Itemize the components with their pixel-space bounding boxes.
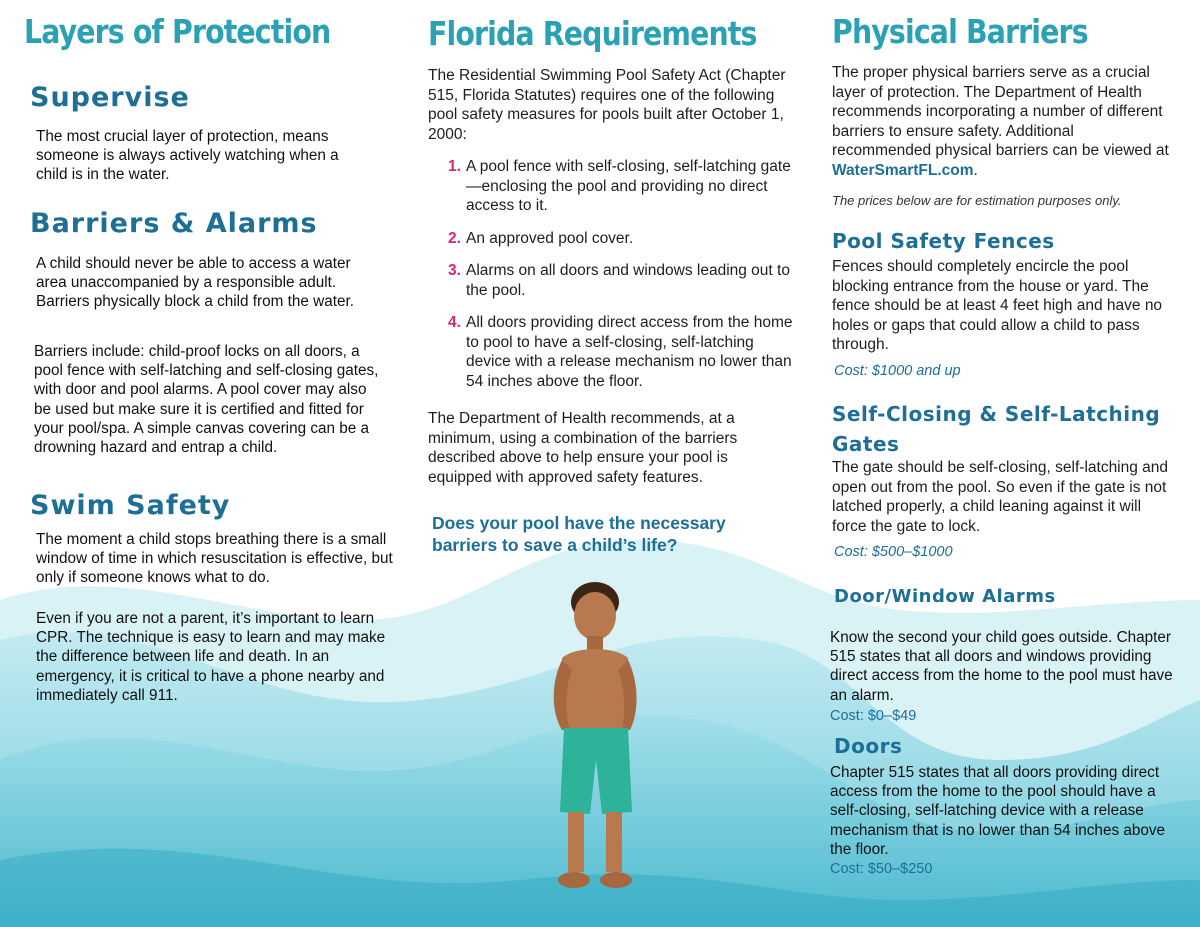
florida-title: Florida Requirements [428,14,757,53]
barriers-text-1: A child should never be able to access a water area unaccompanied by a responsible adult. Barriers physically block a child from the water. [36,255,354,311]
requirement-item: 1. A pool fence with self-closing, self-latching gate—enclosing the pool and providing no direct access to it. [448,158,791,214]
physical-intro: The proper physical barriers serve as a crucial layer of protection. The Department of Health recommends incorporating a number of different barriers to ensure safety. Additional recommended physical barriers can be viewed at WaterSmartFL.com. [832,64,1169,179]
swim-safety-text-2: Even if you are not a parent, it’s important to learn CPR. The technique is easy to learn and may make the difference between life and death. In an emergency, it is critical to have a phone nearby and immediately call 911. [36,610,386,704]
alarms-cost: Cost: $0–$49 [830,708,917,724]
requirement-item: 4. All doors providing direct access from the home to pool to have a self-closing, self-latching device with a release mechanism no lower than 54 inches above the floor. [448,314,793,390]
estimate-note: The prices below are for estimation purposes only. [832,193,1122,208]
layers-title: Layers of Protection [24,12,331,51]
fences-cost: Cost: $1000 and up [834,363,961,379]
supervise-text: The most crucial layer of protection, means someone is always actively watching when a child is in the water. [36,128,339,184]
physical-title: Physical Barriers [832,12,1088,51]
requirement-item: 3. Alarms on all doors and windows leading out to the pool. [448,262,790,299]
swim-safety-text-1: The moment a child stops breathing there is a small window of time in which resuscitation is effective, but only if someone knows what to do. [36,531,393,587]
requirement-item: 2. An approved pool cover. [448,229,634,247]
callout-question: Does your pool have the necessary barriers to save a child’s life? [432,513,726,555]
doors-heading: Doors [834,734,903,758]
doh-recommendation: The Department of Health recommends, at a minimum, using a combination of the barriers described above to help ensure your pool is equipped with approved safety features. [428,410,738,486]
alarms-heading: Door/Window Alarms [834,586,1056,607]
florida-intro: The Residential Swimming Pool Safety Act (Chapter 515, Florida Statutes) requires one of the following pool safety measures for pools built after October 1, 2000: [428,67,786,143]
swim-safety-heading: Swim Safety [30,490,231,521]
watersmart-link[interactable]: WaterSmartFL.com [832,161,974,179]
barriers-text-2: Barriers include: child-proof locks on all doors, a pool fence with self-latching and self-closing gates, with door and pool alarms. A pool cover may also be used but make sure it is certified and fitted for your pool/spa. A simple canvas covering can be a drowning hazard and entrap a child. [34,343,379,457]
barriers-heading: Barriers & Alarms [30,208,318,239]
doors-cost: Cost: $50–$250 [830,861,933,877]
requirements-list [428,157,793,404]
fences-heading: Pool Safety Fences [832,229,1055,253]
gates-heading: Self-Closing & Self-Latching Gates [832,402,1161,456]
gates-text: The gate should be self-closing, self-latching and open out from the pool. So even if the gate is not latched properly, a child leaning against it will force the gate to lock. [832,459,1169,535]
gates-cost: Cost: $500–$1000 [834,544,953,560]
supervise-heading: Supervise [30,82,190,113]
alarms-text: Know the second your child goes outside. Chapter 515 states that all doors and windows providing direct access from the home to the pool must have an alarm. [830,629,1173,704]
fences-text: Fences should completely encircle the pool blocking entrance from the house or yard. The fence should be at least 4 feet high and have no holes or gaps that could allow a child to pass through. [832,258,1163,353]
child-illustration [540,580,660,900]
doors-text: Chapter 515 states that all doors providing direct access from the home to the pool should have a self-closing, self-latching device with a release mechanism that is no lower than 54 inches above the floor. [830,764,1166,858]
